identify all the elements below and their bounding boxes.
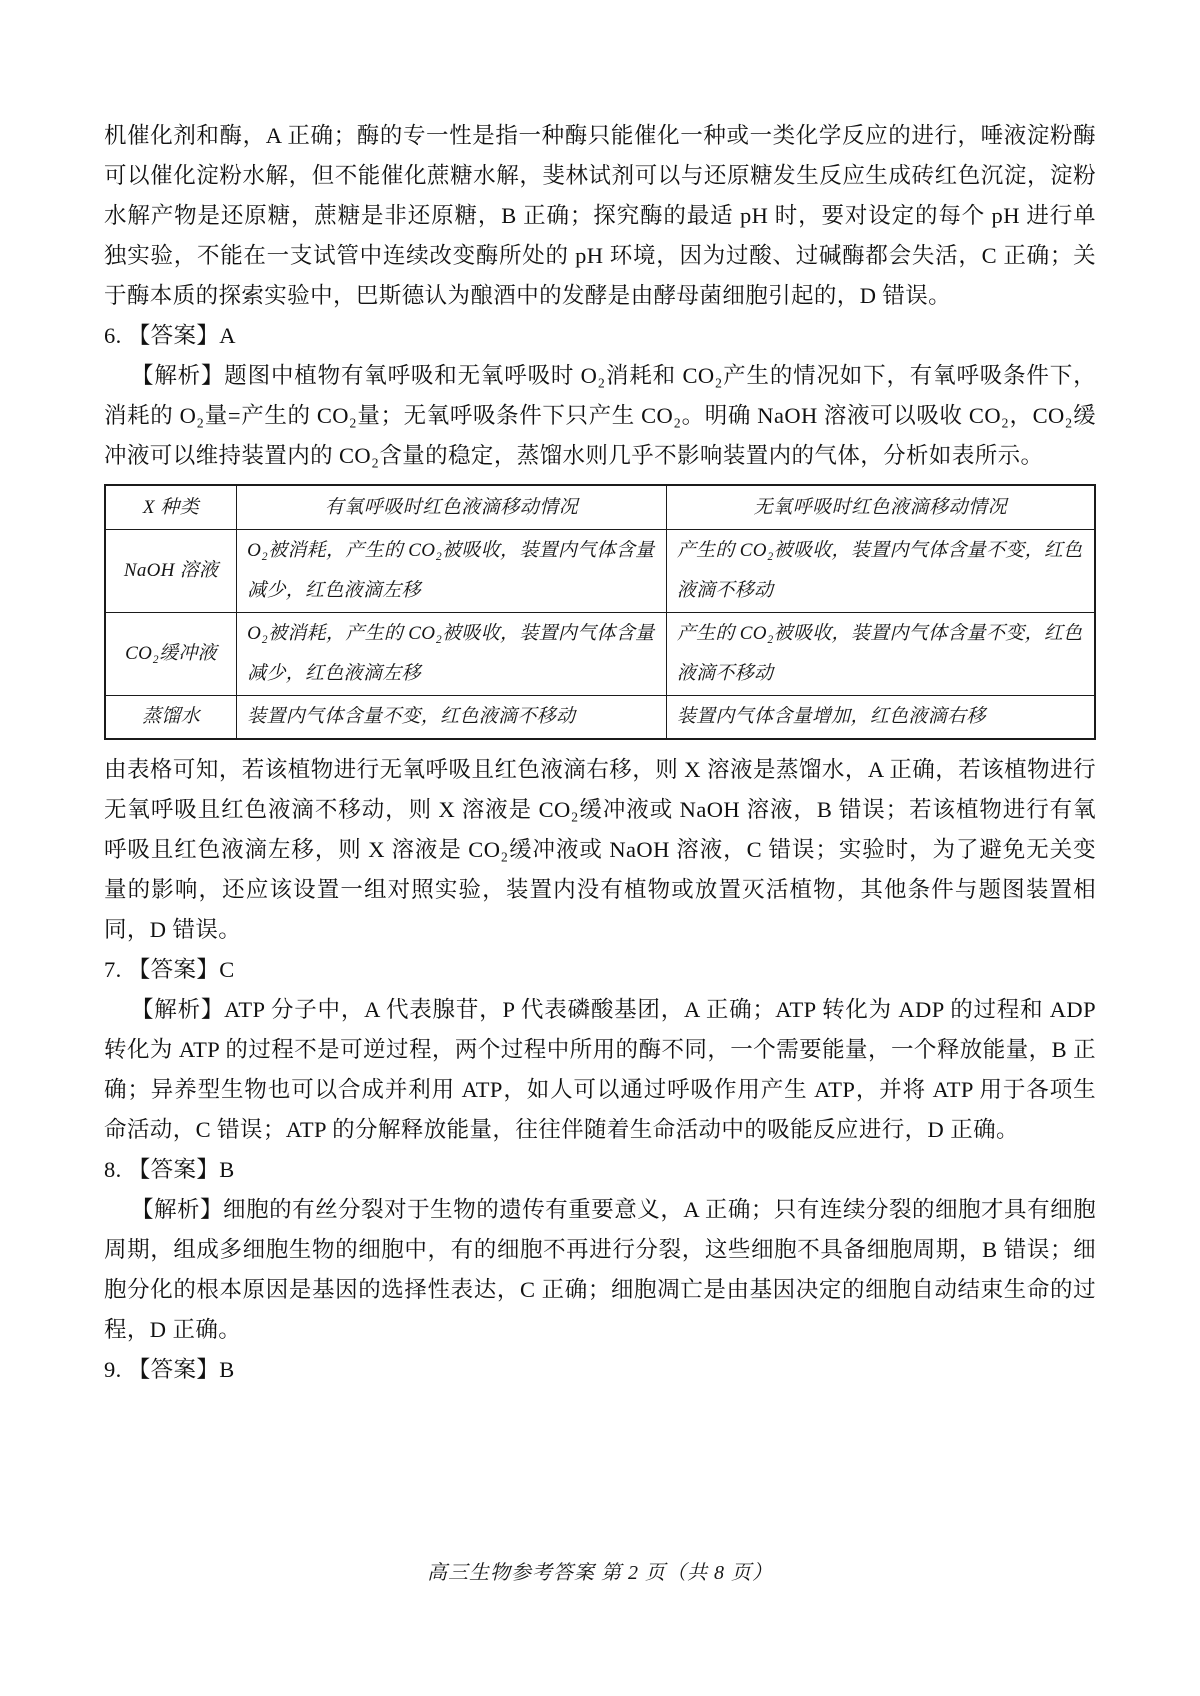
answer-8-analysis: 【解析】细胞的有丝分裂对于生物的遗传有重要意义，A 正确；只有连续分裂的细胞才具有细胞周期，组成多细胞生物的细胞中，有的细胞不再进行分裂，这些细胞不具备细胞周期，B 错误；细胞分化的根本原因是基因的选择性表达，C 正确；细胞凋亡是由基因决定的细胞自动结束生命的过程，D 正确。 — [104, 1197, 1096, 1342]
answer-7-analysis: 【解析】ATP 分子中，A 代表腺苷，P 代表磷酸基团，A 正确；ATP 转化为 ADP 的过程和 ADP 转化为 ATP 的过程不是可逆过程，两个过程中所用的酶不同，一个需要能量，一个释放能量，B 正确；异养型生物也可以合成并利用 ATP，如人可以通过呼吸作用产生 ATP，并将 ATP 用于各项生命活动，C 错误；ATP 的分解释放能量，往往伴随着生命活动中的吸能反应进行，D 正确。 — [104, 997, 1096, 1142]
table-header-row — [105, 485, 1095, 530]
table-header-anaerobic: 无氧呼吸时红色液滴移动情况 — [666, 485, 1095, 530]
row-label-naoh: NaOH 溶液 — [105, 530, 237, 613]
answer-6-heading: 6. 【答案】A — [104, 323, 236, 348]
continuation-paragraph: 机催化剂和酶，A 正确；酶的专一性是指一种酶只能催化一种或一类化学反应的进行，唾液淀粉酶可以催化淀粉水解，但不能催化蔗糖水解，斐林试剂可以与还原糖发生反应生成砖红色沉淀，淀粉水解产物是还原糖，蔗糖是非还原糖，B 正确；探究酶的最适 pH 时，要对设定的每个 pH 进行单独实验，不能在一支试管中连续改变酶所处的 pH 环境，因为过酸、过碱酶都会失活，C 正确；关于酶本质的探索实验中，巴斯德认为酿酒中的发酵是由酵母菌细胞引起的，D 错误。 — [104, 123, 1096, 308]
page-footer: 高三生物参考答案 第 2 页（共 8 页） — [427, 1562, 773, 1584]
table-row — [105, 613, 1095, 696]
table-cell: O₂被消耗，产生的 CO₂被吸收，装置内气体含量减少，红色液滴左移 — [237, 613, 667, 696]
page-content — [104, 116, 1096, 1390]
table-cell: 装置内气体含量增加，红色液滴右移 — [666, 696, 1095, 740]
answer-6-analysis-before-table: 【解析】题图中植物有氧呼吸和无氧呼吸时 O₂消耗和 CO₂产生的情况如下，有氧呼吸条件下，消耗的 O₂量=产生的 CO₂量；无氧呼吸条件下只产生 CO₂。明确 NaOH 溶液可以吸收 CO₂，CO₂缓冲液可以维持装置内的 CO₂含量的稳定，蒸馏水则几乎不影响装置内的气体，分析如表所示。 — [104, 363, 1096, 468]
answer-8-heading: 8. 【答案】B — [104, 1157, 235, 1182]
table-cell: O₂被消耗，产生的 CO₂被吸收，装置内气体含量减少，红色液滴左移 — [237, 530, 667, 613]
answer-7-heading: 7. 【答案】C — [104, 957, 235, 982]
table-cell: 产生的 CO₂被吸收，装置内气体含量不变，红色液滴不移动 — [666, 530, 1095, 613]
row-label-distilled-water: 蒸馏水 — [105, 696, 237, 740]
table-row — [105, 530, 1095, 613]
respiration-droplet-table — [104, 484, 1096, 740]
answer-9-heading: 9. 【答案】B — [104, 1357, 235, 1382]
table-row — [105, 696, 1095, 740]
table-header-aerobic: 有氧呼吸时红色液滴移动情况 — [237, 485, 667, 530]
table-cell: 装置内气体含量不变，红色液滴不移动 — [237, 696, 667, 740]
table-cell: 产生的 CO₂被吸收，装置内气体含量不变，红色液滴不移动 — [666, 613, 1095, 696]
row-label-co2-buffer: CO₂缓冲液 — [105, 613, 237, 696]
table-header-x-type: X 种类 — [105, 485, 237, 530]
answer-6-analysis-after-table: 由表格可知，若该植物进行无氧呼吸且红色液滴右移，则 X 溶液是蒸馏水，A 正确，若该植物进行无氧呼吸且红色液滴不移动，则 X 溶液是 CO₂缓冲液或 NaOH 溶液，B 错误；若该植物进行有氧呼吸且红色液滴左移，则 X 溶液是 CO₂缓冲液或 NaOH 溶液，C 错误；实验时，为了避免无关变量的影响，还应该设置一组对照实验，装置内没有植物或放置灭活植物，其他条件与题图装置相同，D 错误。 — [104, 757, 1096, 942]
